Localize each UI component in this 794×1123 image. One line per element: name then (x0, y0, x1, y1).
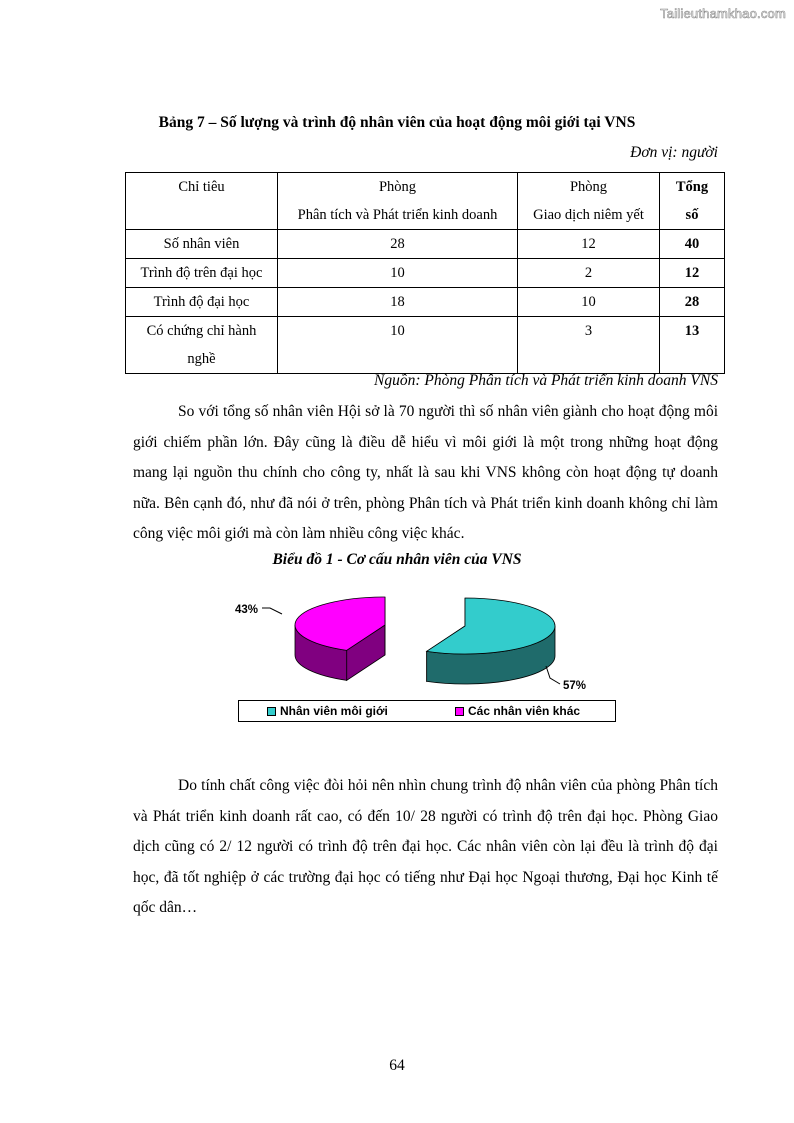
header-line: số (685, 207, 699, 223)
pie-slice (427, 598, 555, 684)
row-label: Trình độ trên đại học (126, 259, 278, 288)
table-cell: 10 (278, 317, 518, 374)
header-line: Phòng (378, 179, 417, 195)
row-label-line: nghề (187, 351, 216, 367)
legend-label: Nhân viên môi giới (280, 704, 388, 718)
paragraph-2: Do tính chất công việc đòi hỏi nên nhìn chung trình độ nhân viên của phòng Phân tích và Phát triển kinh doanh rất cao, có đến 10/ 28 người có trình độ trên đại học. Phòng Giao dịch cũng có 2/ 12 người có trình độ trên đại học. Các nhân viên còn lại đều là trình độ đại học, đã tốt nghiệp ở các trường đại học có tiếng như Đại học Ngoại thương, Đại học Kinh tế qốc dân… (133, 777, 718, 916)
pie-slice (295, 597, 385, 680)
table-cell: 18 (278, 288, 518, 317)
data-label: 57% (563, 680, 587, 692)
header-line: Phân tích và Phát triển kinh doanh (297, 207, 498, 223)
leader-line (262, 608, 282, 614)
table-cell: 12 (518, 230, 660, 259)
table-cell: 28 (278, 230, 518, 259)
header-cell: Chỉ tiêu (126, 173, 278, 230)
watermark: Tailieuthamkhao.com (660, 6, 786, 21)
total-cell: 40 (660, 230, 725, 259)
table-cell: 10 (518, 288, 660, 317)
chart-title: Biểu đồ 1 - Cơ cấu nhân viên của VNS (272, 551, 522, 568)
paragraph-1: So với tổng số nhân viên Hội sở là 70 người thì số nhân viên giành cho hoạt động môi giới chiếm phần lớn. Đây cũng là điều dễ hiểu vì môi giới là một trong những hoạt động mang lại nguồn thu chính cho công ty, nhất là sau khi VNS không còn hoạt động tự doanh nữa. Bên cạnh đó, như đã nói ở trên, phòng Phân tích và Phát triển kinh doanh không chỉ làm công việc môi giới mà còn làm nhiều công việc khác. (133, 403, 718, 542)
legend-item (455, 704, 580, 718)
legend-label: Các nhân viên khác (468, 704, 581, 718)
table-title: Bảng 7 – Số lượng và trình độ nhân viên của hoạt động môi giới tại VNS (158, 114, 636, 131)
table-cell: 3 (518, 317, 660, 374)
page-number: 64 (389, 1057, 405, 1074)
header-line: Giao dịch niêm yết (533, 207, 644, 223)
legend-swatch (267, 707, 276, 716)
header-line: Tổng (675, 179, 709, 195)
chart-legend (238, 700, 616, 722)
row-label: Số nhân viên (126, 230, 278, 259)
data-label: 43% (235, 604, 259, 616)
header-line: Phòng (569, 179, 608, 195)
legend-swatch (455, 707, 464, 716)
total-cell: 12 (660, 259, 725, 288)
leader-line (546, 666, 560, 684)
unit-label: Đơn vị: người (630, 144, 718, 161)
row-label: Trình độ đại học (126, 288, 278, 317)
total-cell: 28 (660, 288, 725, 317)
table-source: Nguồn: Phòng Phân tích và Phát triển kinh doanh VNS (374, 372, 718, 389)
table-cell: 10 (278, 259, 518, 288)
legend-item (267, 704, 388, 718)
total-cell: 13 (660, 317, 725, 374)
table-cell: 2 (518, 259, 660, 288)
row-label-line: Có chứng chỉ hành (146, 323, 257, 339)
